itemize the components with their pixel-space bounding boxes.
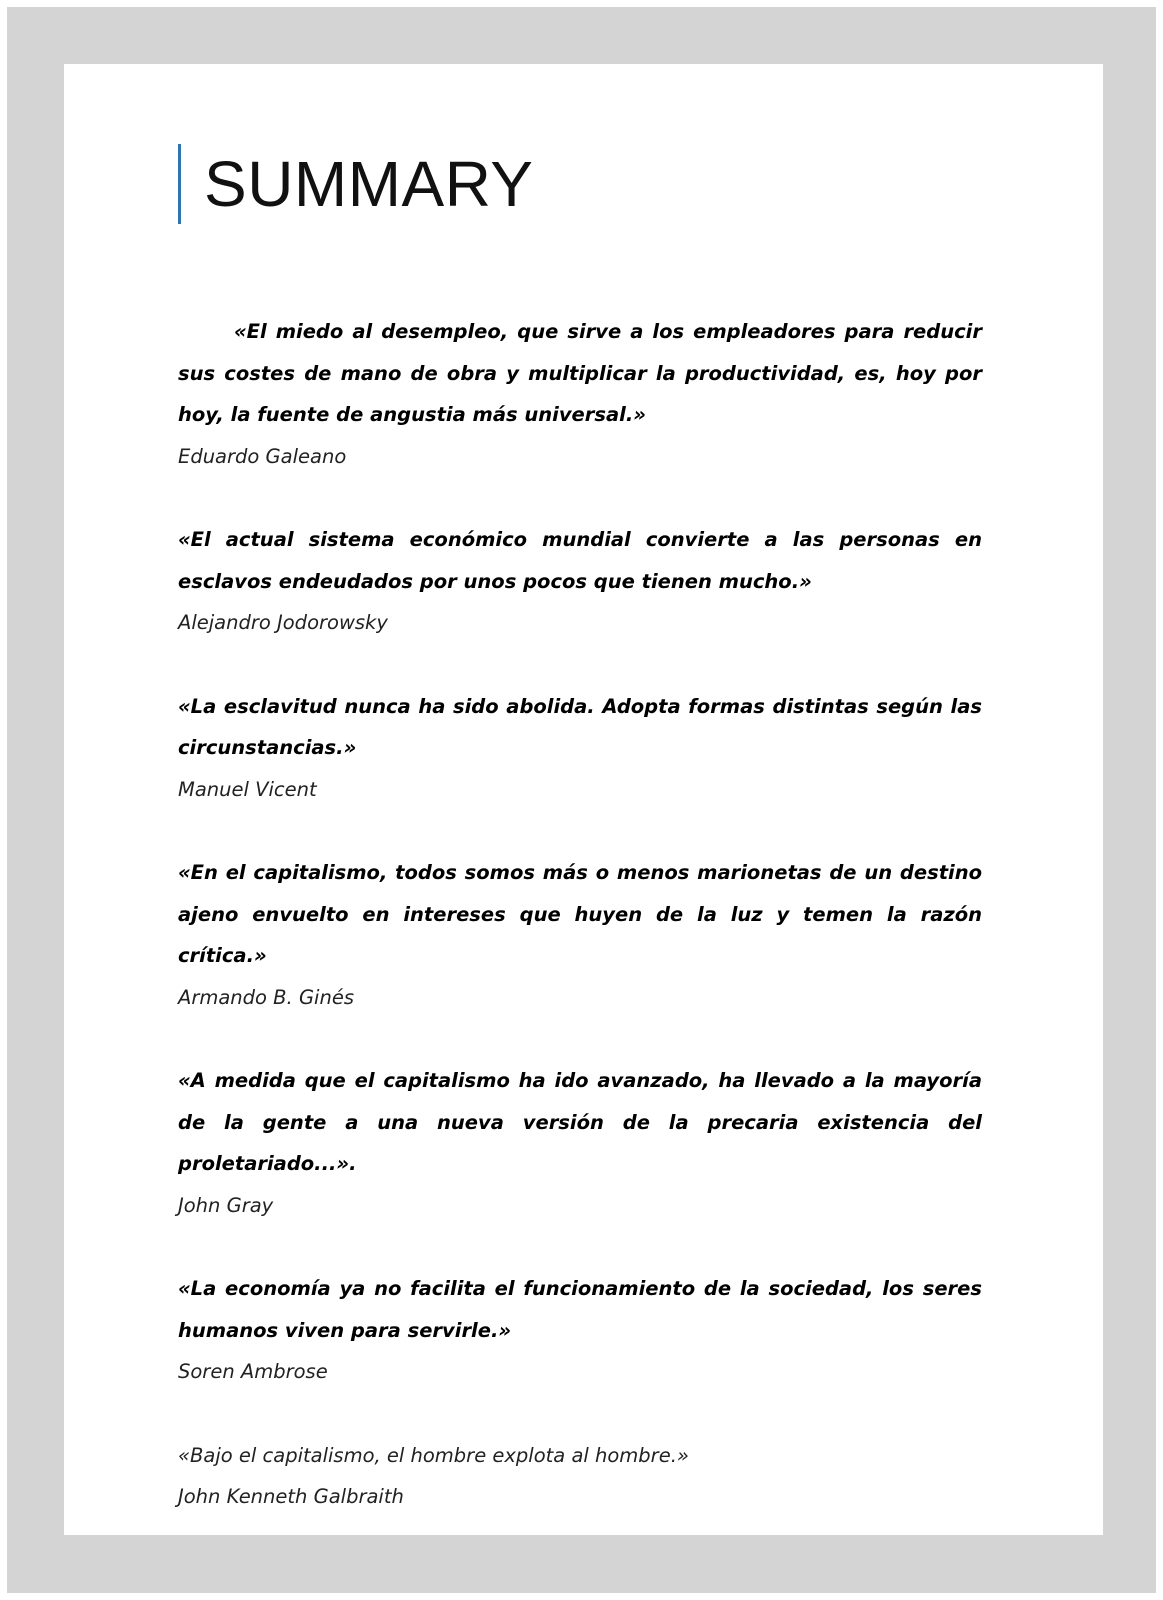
quote-text: «El actual sistema económico mundial convierte a las personas en esclavos endeudados por unos pocos que tienen mucho.» (178, 528, 982, 593)
quote-author: Armando B. Ginés (178, 985, 354, 1009)
quote-author: Soren Ambrose (178, 1360, 328, 1383)
quote-author: John Gray (178, 1193, 274, 1217)
quote-entry (178, 1268, 982, 1393)
quote-author: Manuel Vicent (178, 777, 317, 801)
quote-entry (178, 1060, 982, 1226)
quote-author: Alejandro Jodorowsky (178, 611, 388, 634)
quote-author: John Kenneth Galbraith (178, 1485, 404, 1508)
quote-text: «El miedo al desempleo, que sirve a los empleadores para reducir sus costes de mano de obra y multiplicar la productividad, es, hoy por hoy, la fuente de angustia más universal.» (178, 320, 982, 426)
quote-text: «En el capitalismo, todos somos más o menos marionetas de un destino ajeno envuelto en intereses que huyen de la luz y temen la razón crítica.» (178, 861, 982, 967)
quote-entry (178, 519, 982, 644)
title-accent-bar (178, 144, 181, 224)
quote-entry (178, 311, 982, 477)
quote-entry (178, 852, 982, 1018)
quote-text: «A medida que el capitalismo ha ido avanzado, ha llevado a la mayoría de la gente a una nueva versión de la precaria existencia del proletariado...». (178, 1069, 982, 1175)
quote-text: «Bajo el capitalismo, el hombre explota al hombre.» (178, 1443, 689, 1467)
quote-text: «La esclavitud nunca ha sido abolida. Adopta formas distintas según las circunstancias.» (178, 694, 982, 759)
quote-list (178, 311, 982, 1560)
page-title: SUMMARY (204, 148, 534, 220)
quote-entry (178, 1435, 982, 1518)
quote-entry (178, 686, 982, 811)
quote-text: «La economía ya no facilita el funcionamiento de la sociedad, los seres humanos viven para servirle.» (178, 1277, 982, 1342)
quote-author: Eduardo Galeano (178, 444, 347, 468)
